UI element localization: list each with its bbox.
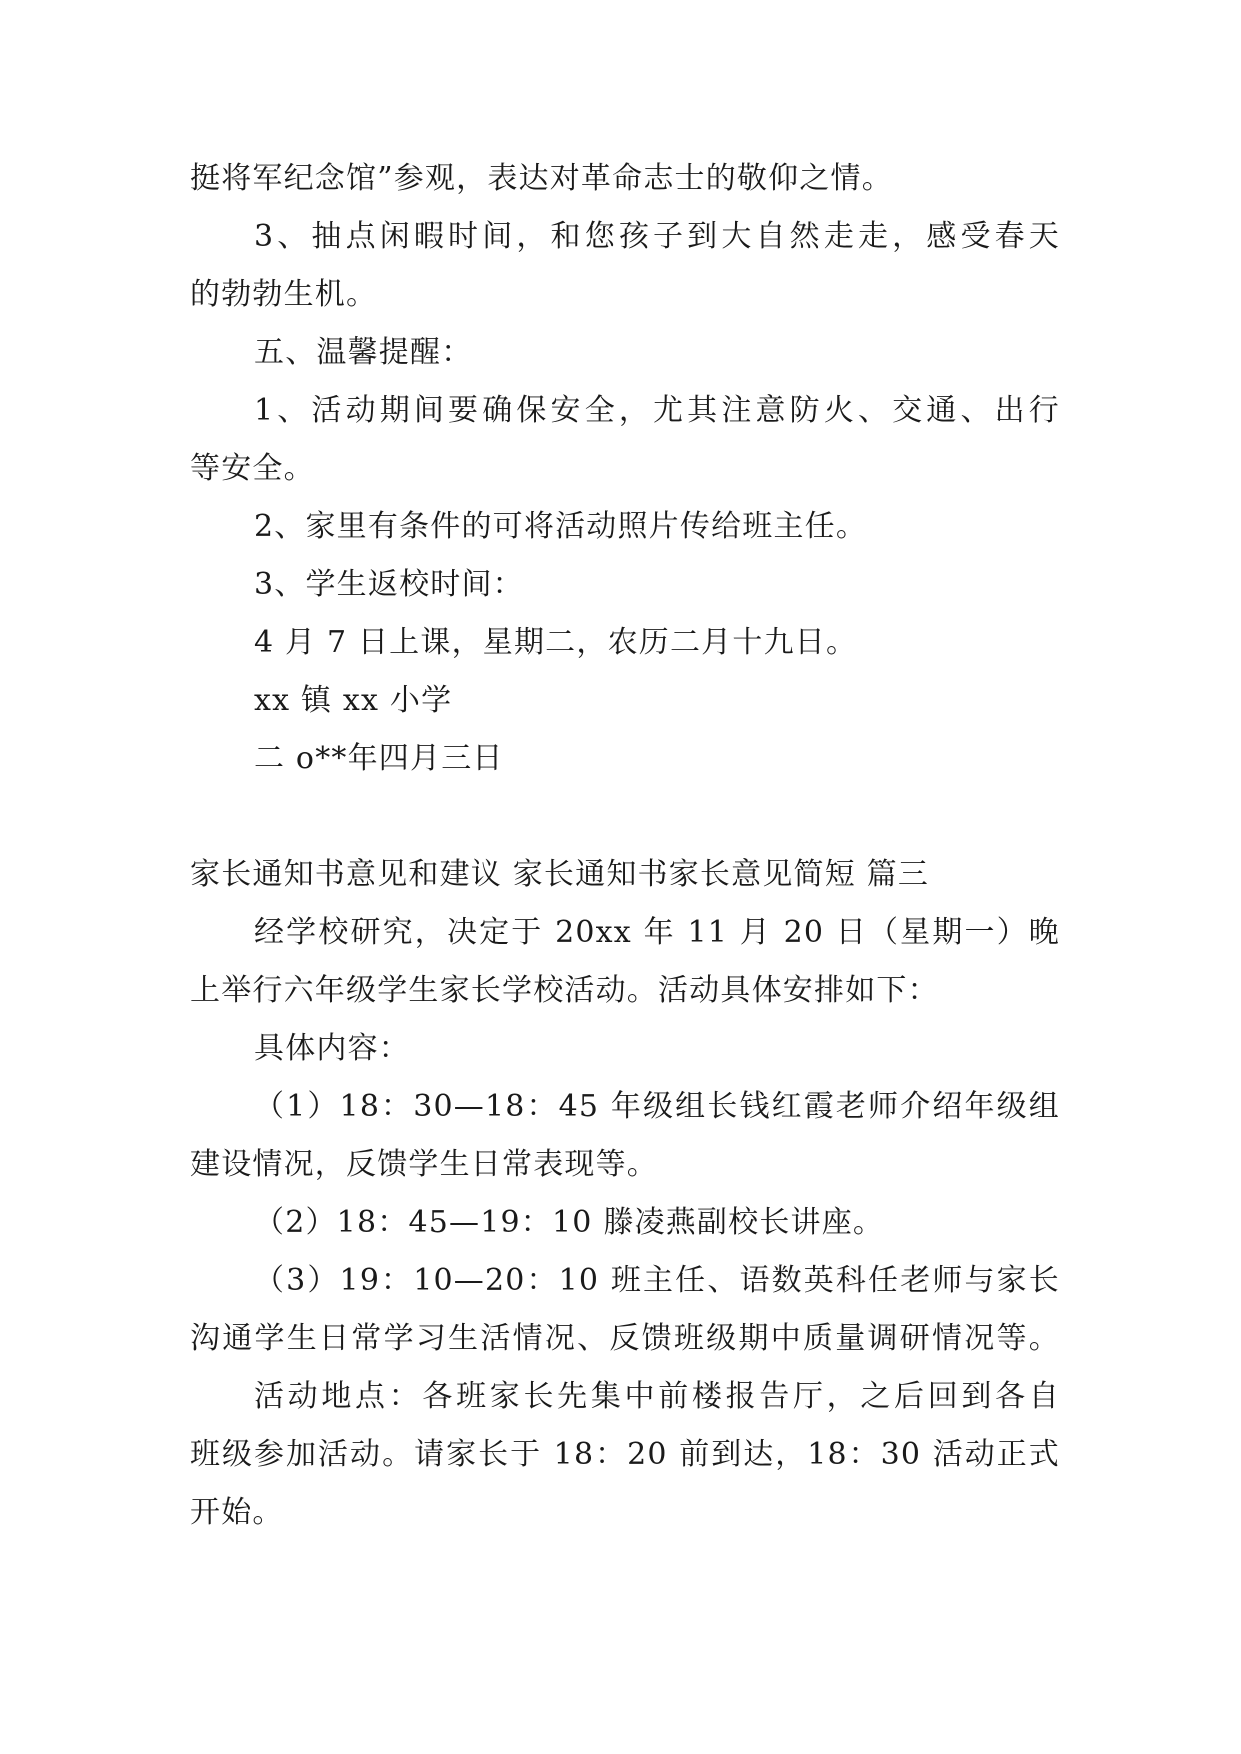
paragraph-line: （3）19：10—20：10 班主任、语数英科任老师与家长 [254, 1263, 1060, 1298]
content-heading: 具体内容： [254, 1031, 410, 1066]
section-heading: 五、温馨提醒： [254, 335, 473, 370]
paragraph-line: 上举行六年级学生家长学校活动。活动具体安排如下： [190, 973, 939, 1008]
paragraph-line: 开始。 [190, 1495, 284, 1530]
paragraph-line: 1、活动期间要确保安全，尤其注意防火、交通、出行 [254, 393, 1060, 428]
paragraph-line: 的勃勃生机。 [190, 277, 378, 312]
date: 二 o**年四月三日 [254, 741, 504, 776]
paragraph-line: 经学校研究，决定于 20xx 年 11 月 20 日（星期一）晚 [254, 915, 1060, 950]
document-page [190, 150, 1060, 1542]
paragraph-line: 3、抽点闲暇时间，和您孩子到大自然走走，感受春天 [254, 219, 1060, 254]
paragraph-line: 建设情况，反馈学生日常表现等。 [190, 1147, 658, 1182]
paragraph-line: （2）18：45—19：10 滕凌燕副校长讲座。 [254, 1205, 885, 1240]
section-title: 家长通知书意见和建议 家长通知书家长意见简短 篇三 [190, 857, 930, 892]
paragraph-line: 2、家里有条件的可将活动照片传给班主任。 [254, 509, 868, 544]
paragraph-line: 活动地点：各班家长先集中前楼报告厅，之后回到各自 [254, 1379, 1060, 1414]
section-gap [190, 788, 1060, 846]
paragraph-line: 3、学生返校时间： [254, 567, 524, 602]
paragraph-line: 班级参加活动。请家长于 18：20 前到达，18：30 活动正式 [190, 1437, 1060, 1472]
paragraph-line: （1）18：30—18：45 年级组长钱红霞老师介绍年级组 [254, 1089, 1060, 1124]
paragraph-line: 4 月 7 日上课，星期二，农历二月十九日。 [254, 625, 858, 660]
paragraph-line: 等安全。 [190, 451, 315, 486]
paragraph-line: 沟通学生日常学习生活情况、反馈班级期中质量调研情况等。 [190, 1321, 1060, 1356]
signature: xx 镇 xx 小学 [254, 683, 453, 718]
paragraph-line: 挺将军纪念馆”参观，表达对革命志士的敬仰之情。 [190, 161, 893, 196]
